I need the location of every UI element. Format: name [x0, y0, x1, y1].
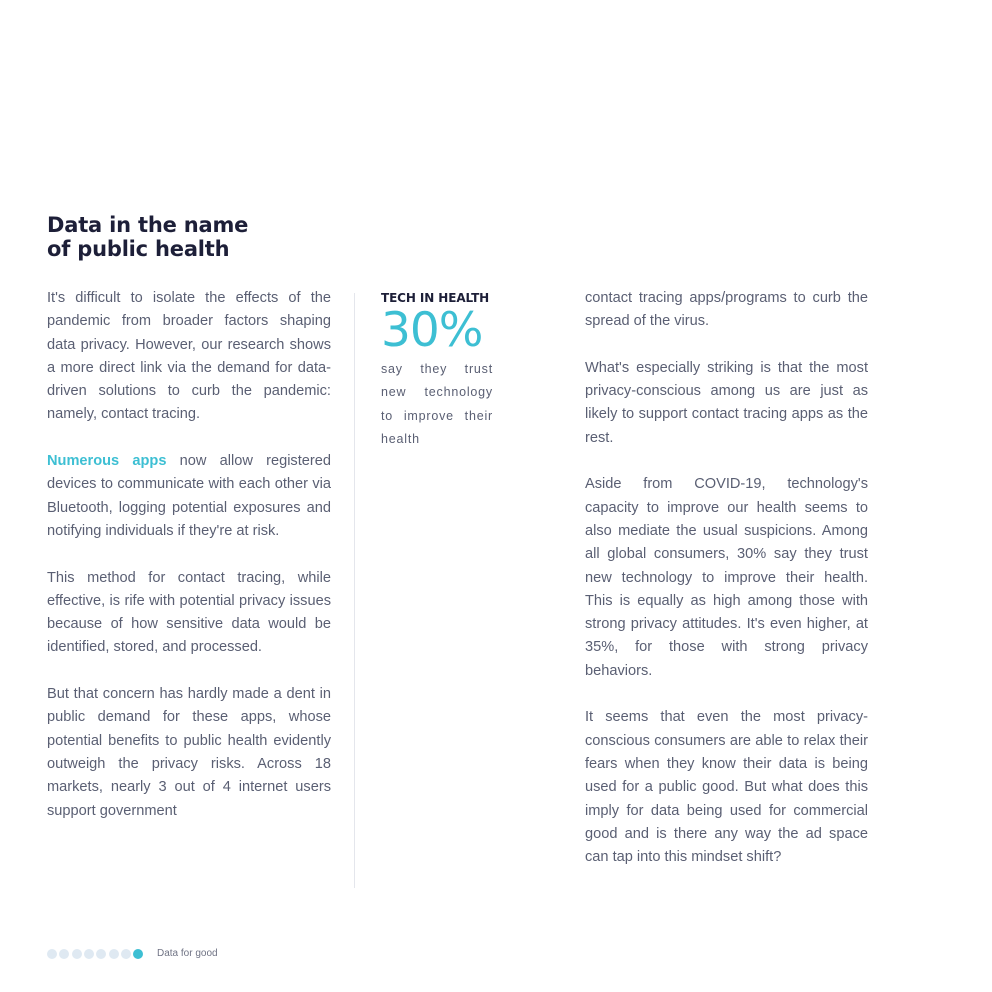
- section-label: Data for good: [157, 948, 218, 959]
- stat-heading: TECH IN HEALTH: [381, 291, 490, 305]
- page-title-line-2: of public health: [47, 237, 230, 261]
- left-paragraph-2-text: now allow registered devices to communicate with each other via Bluetooth, logging potential exposures and notifying individuals if they're at risk.: [47, 453, 331, 539]
- stat-caption: say they trust new technology to improve their health: [381, 362, 493, 446]
- right-paragraph-3: Aside from COVID-19, technology's capacity to improve our health seems to also mediate the usual suspicions. Among all global consumers, 30% say they trust new technology to improve their health. This is equally as high among those with strong privacy attitudes. It's even higher, at 35%, for those with strong privacy behaviors.: [585, 476, 868, 679]
- progress-dot-current: [133, 949, 143, 959]
- section-progress-dots: [47, 949, 147, 959]
- numerous-apps-link[interactable]: Numerous apps: [47, 453, 167, 470]
- page-title: [47, 213, 347, 261]
- progress-dot: [96, 949, 106, 959]
- left-paragraph-4: But that concern has hardly made a dent in public demand for these apps, whose potential benefits to public health evidently outweigh the privacy risks. Across 18 markets, nearly 3 out of 4 internet users support government: [47, 686, 331, 819]
- progress-dot: [109, 949, 119, 959]
- progress-dot: [59, 949, 69, 959]
- stat-value: 30%: [381, 303, 483, 358]
- stat-callout: [381, 290, 493, 451]
- progress-dot: [47, 949, 57, 959]
- right-paragraph-4: It seems that even the most privacy-conscious consumers are able to relax their fears when they know their data is being used for a public good. But what does this imply for data being used for commercial good and is there any way the ad space can tap into this mindset shift?: [585, 709, 868, 866]
- progress-dot: [72, 949, 82, 959]
- right-paragraph-2: What's especially striking is that the most privacy-conscious among us are just as likely to support contact tracing apps as the rest.: [585, 359, 868, 446]
- left-paragraph-3: This method for contact tracing, while effective, is rife with potential privacy issues because of how sensitive data would be identified, stored, and processed.: [47, 569, 331, 656]
- left-paragraph-1: It's difficult to isolate the effects of the pandemic from broader factors shaping data privacy. However, our research shows a more direct link via the demand for data-driven solutions to curb the pandemic: namely, contact tracing.: [47, 290, 331, 423]
- page-title-line-1: Data in the name: [47, 213, 249, 237]
- progress-dot: [84, 949, 94, 959]
- right-column: [585, 287, 868, 893]
- left-paragraph-2: [47, 450, 331, 543]
- right-paragraph-1: contact tracing apps/programs to curb the spread of the virus.: [585, 290, 868, 330]
- left-column: [47, 287, 331, 846]
- progress-dot: [121, 949, 131, 959]
- column-divider: [354, 293, 355, 888]
